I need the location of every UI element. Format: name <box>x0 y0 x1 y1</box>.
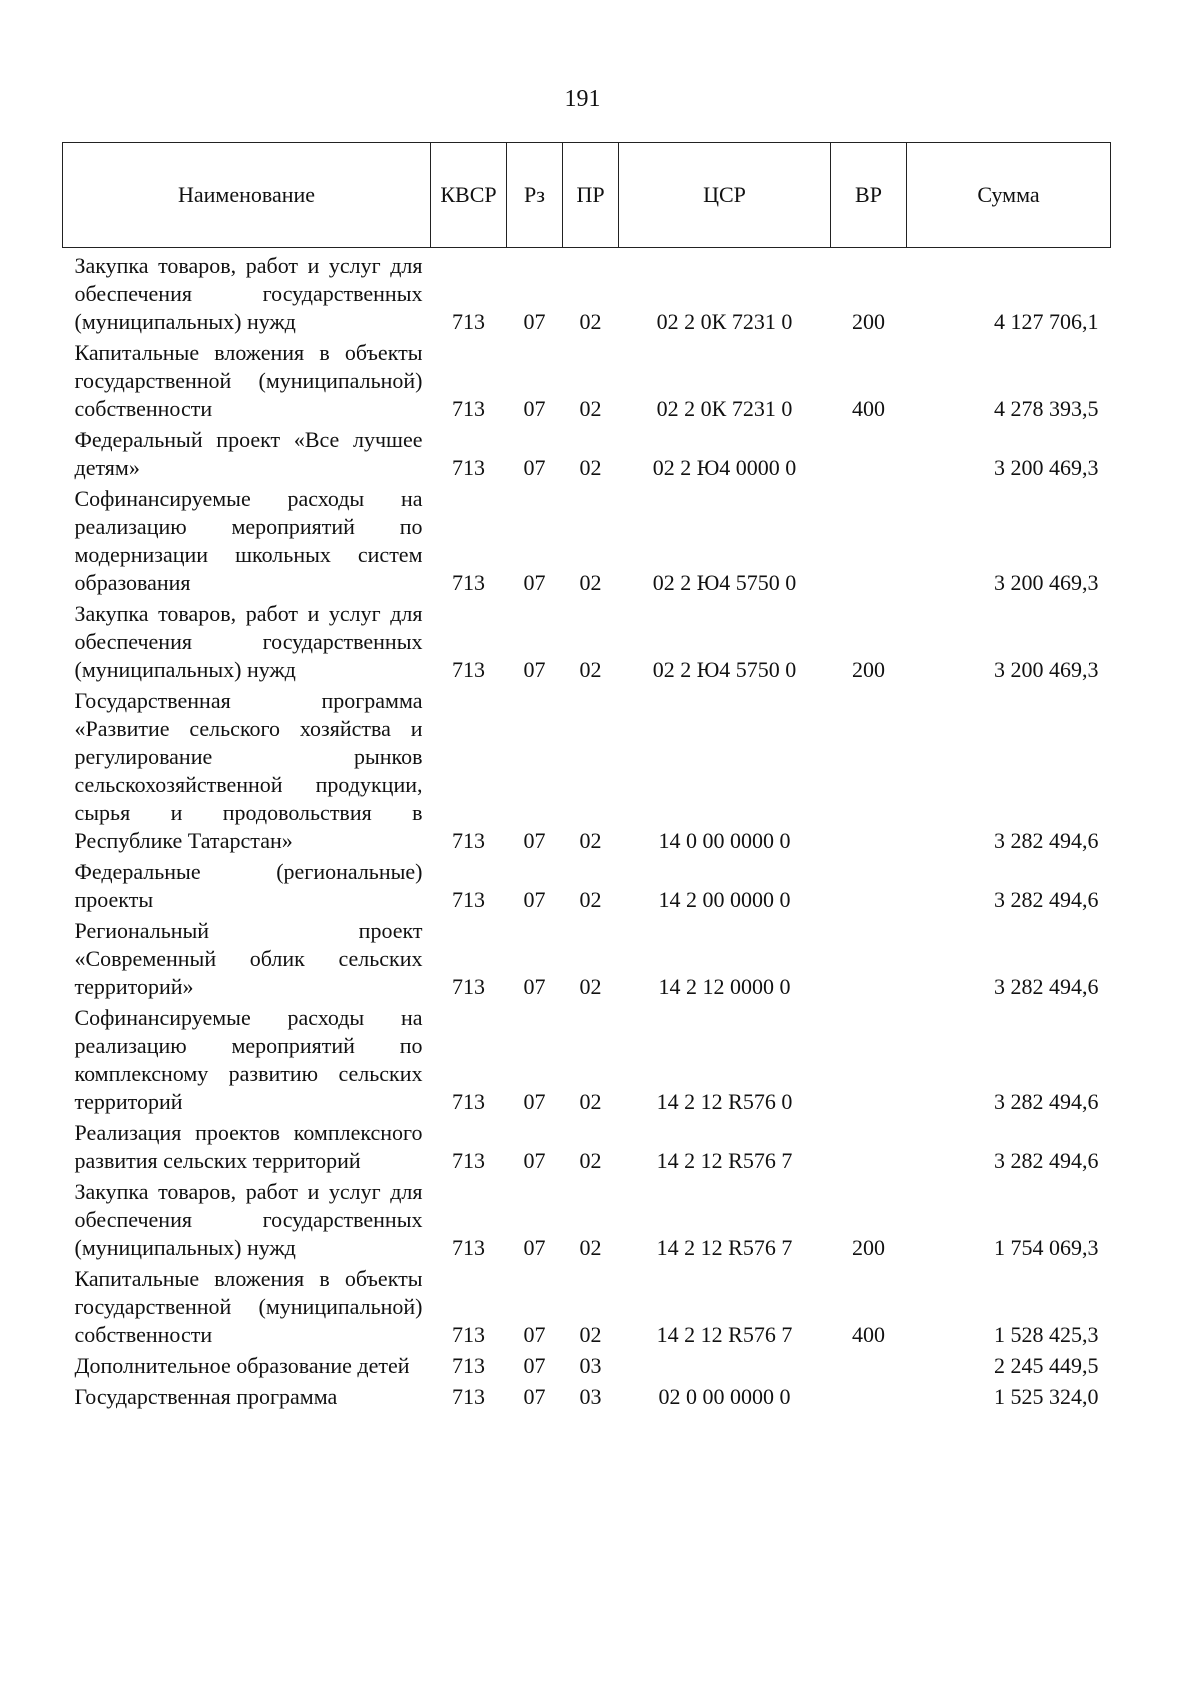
row-name: Закупка товаров, работ и услуг для обеспечения государственных (муниципальных) нужд <box>74 253 423 334</box>
row-sum: 3 200 469,3 <box>994 455 1099 480</box>
row-rz: 07 <box>523 1089 546 1114</box>
row-vr <box>831 1352 907 1383</box>
row-vr <box>831 1119 907 1178</box>
table-row <box>63 1119 1111 1178</box>
table-row <box>63 426 1111 485</box>
row-sum: 3 200 469,3 <box>994 657 1099 682</box>
row-vr <box>831 1004 907 1119</box>
row-csr: 14 2 12 R576 0 <box>656 1089 793 1114</box>
row-pr: 02 <box>579 570 602 595</box>
row-rz: 07 <box>523 887 546 912</box>
row-csr: 02 0 00 0000 0 <box>658 1384 791 1409</box>
row-name: Реализация проектов комплексного развития сельских территорий <box>74 1120 423 1173</box>
row-vr: 200 <box>852 309 885 334</box>
row-csr: 14 2 12 R576 7 <box>656 1322 793 1347</box>
row-vr <box>831 858 907 917</box>
row-name: Софинансируемые расходы на реализацию мероприятий по модернизации школьных систем образования <box>74 486 423 595</box>
row-kvsr: 713 <box>452 1148 485 1173</box>
header-vr: ВР <box>831 143 907 248</box>
row-sum: 3 282 494,6 <box>994 974 1099 999</box>
row-name: Государственная программа «Развитие сельского хозяйства и регулирование рынков сельскохозяйственной продукции, сырья и продовольствия в Республике Татарстан» <box>74 688 423 853</box>
row-rz: 07 <box>523 1353 546 1378</box>
row-csr: 14 2 12 R576 7 <box>656 1235 793 1260</box>
row-pr: 02 <box>579 455 602 480</box>
row-name: Государственная программа <box>74 1384 338 1409</box>
header-rz: Рз <box>507 143 563 248</box>
row-csr: 02 2 0К 7231 0 <box>656 309 793 334</box>
row-kvsr: 713 <box>452 570 485 595</box>
row-csr: 02 2 Ю4 5750 0 <box>652 657 797 682</box>
row-csr: 14 2 00 0000 0 <box>658 887 791 912</box>
row-csr: 14 2 12 R576 7 <box>656 1148 793 1173</box>
row-rz: 07 <box>523 1235 546 1260</box>
row-sum: 3 282 494,6 <box>994 1148 1099 1173</box>
row-kvsr: 713 <box>452 974 485 999</box>
table-row <box>63 1004 1111 1119</box>
row-name: Софинансируемые расходы на реализацию мероприятий по комплексному развитию сельских территорий <box>74 1005 423 1114</box>
row-vr <box>831 426 907 485</box>
row-name: Капитальные вложения в объекты государственной (муниципальной) собственности <box>74 1266 423 1347</box>
row-csr <box>619 1352 831 1383</box>
row-rz: 07 <box>523 455 546 480</box>
table-row <box>63 1383 1111 1414</box>
row-kvsr: 713 <box>452 828 485 853</box>
row-rz: 07 <box>523 309 546 334</box>
row-csr: 14 2 12 0000 0 <box>658 974 791 999</box>
row-rz: 07 <box>523 1384 546 1409</box>
row-kvsr: 713 <box>452 887 485 912</box>
row-name: Закупка товаров, работ и услуг для обеспечения государственных (муниципальных) нужд <box>74 1179 423 1260</box>
row-rz: 07 <box>523 1148 546 1173</box>
row-pr: 03 <box>579 1384 602 1409</box>
row-name: Федеральные (региональные) проекты <box>74 859 423 912</box>
row-pr: 02 <box>579 1148 602 1173</box>
row-rz: 07 <box>523 570 546 595</box>
row-rz: 07 <box>523 657 546 682</box>
row-pr: 02 <box>579 887 602 912</box>
table-row <box>63 339 1111 426</box>
header-csr: ЦСР <box>619 143 831 248</box>
row-csr: 02 2 0К 7231 0 <box>656 396 793 421</box>
row-sum: 4 278 393,5 <box>994 396 1099 421</box>
budget-table <box>62 142 1111 1414</box>
row-pr: 02 <box>579 396 602 421</box>
row-kvsr: 713 <box>452 455 485 480</box>
page-number: 191 <box>564 86 601 112</box>
row-kvsr: 713 <box>452 396 485 421</box>
row-csr: 14 0 00 0000 0 <box>658 828 791 853</box>
row-sum: 3 282 494,6 <box>994 828 1099 853</box>
row-vr: 400 <box>852 1322 885 1347</box>
row-rz: 07 <box>523 974 546 999</box>
row-pr: 02 <box>579 1089 602 1114</box>
row-name: Федеральный проект «Все лучшее детям» <box>74 427 423 480</box>
table-body <box>63 248 1111 1415</box>
row-name: Капитальные вложения в объекты государственной (муниципальной) собственности <box>74 340 423 421</box>
table-row <box>63 858 1111 917</box>
row-vr <box>831 485 907 600</box>
row-sum: 2 245 449,5 <box>994 1353 1099 1378</box>
row-sum: 1 754 069,3 <box>994 1235 1099 1260</box>
row-sum: 4 127 706,1 <box>994 309 1099 334</box>
row-rz: 07 <box>523 396 546 421</box>
header-sum: Сумма <box>907 143 1111 248</box>
row-pr: 02 <box>579 657 602 682</box>
row-vr: 400 <box>852 396 885 421</box>
row-sum: 1 528 425,3 <box>994 1322 1099 1347</box>
row-csr: 02 2 Ю4 0000 0 <box>652 455 797 480</box>
row-name: Дополнительное образование детей <box>74 1353 410 1378</box>
header-kvsr: КВСР <box>431 143 507 248</box>
header-pr: ПР <box>563 143 619 248</box>
row-sum: 3 282 494,6 <box>994 887 1099 912</box>
table-row <box>63 1265 1111 1352</box>
row-csr: 02 2 Ю4 5750 0 <box>652 570 797 595</box>
table-row <box>63 917 1111 1004</box>
row-vr: 200 <box>852 657 885 682</box>
row-pr: 03 <box>579 1353 602 1378</box>
table-row <box>63 600 1111 687</box>
row-pr: 02 <box>579 1235 602 1260</box>
row-vr <box>831 687 907 858</box>
row-kvsr: 713 <box>452 1322 485 1347</box>
row-kvsr: 713 <box>452 1353 485 1378</box>
row-kvsr: 713 <box>452 1235 485 1260</box>
row-sum: 1 525 324,0 <box>994 1384 1099 1409</box>
table-row <box>63 485 1111 600</box>
row-sum: 3 282 494,6 <box>994 1089 1099 1114</box>
row-kvsr: 713 <box>452 1089 485 1114</box>
row-pr: 02 <box>579 1322 602 1347</box>
row-sum: 3 200 469,3 <box>994 570 1099 595</box>
row-kvsr: 713 <box>452 309 485 334</box>
table-row <box>63 252 1111 339</box>
row-kvsr: 713 <box>452 1384 485 1409</box>
row-pr: 02 <box>579 309 602 334</box>
row-vr <box>831 1383 907 1414</box>
row-pr: 02 <box>579 974 602 999</box>
row-name: Закупка товаров, работ и услуг для обеспечения государственных (муниципальных) нужд <box>74 601 423 682</box>
row-pr: 02 <box>579 828 602 853</box>
row-name: Региональный проект «Современный облик сельских территорий» <box>74 918 423 999</box>
row-rz: 07 <box>523 828 546 853</box>
row-vr: 200 <box>852 1235 885 1260</box>
table-header <box>63 143 1111 248</box>
header-name: Наименование <box>63 143 431 248</box>
table-row <box>63 687 1111 858</box>
row-rz: 07 <box>523 1322 546 1347</box>
row-vr <box>831 917 907 1004</box>
table-row <box>63 1178 1111 1265</box>
table-row <box>63 1352 1111 1383</box>
row-kvsr: 713 <box>452 657 485 682</box>
